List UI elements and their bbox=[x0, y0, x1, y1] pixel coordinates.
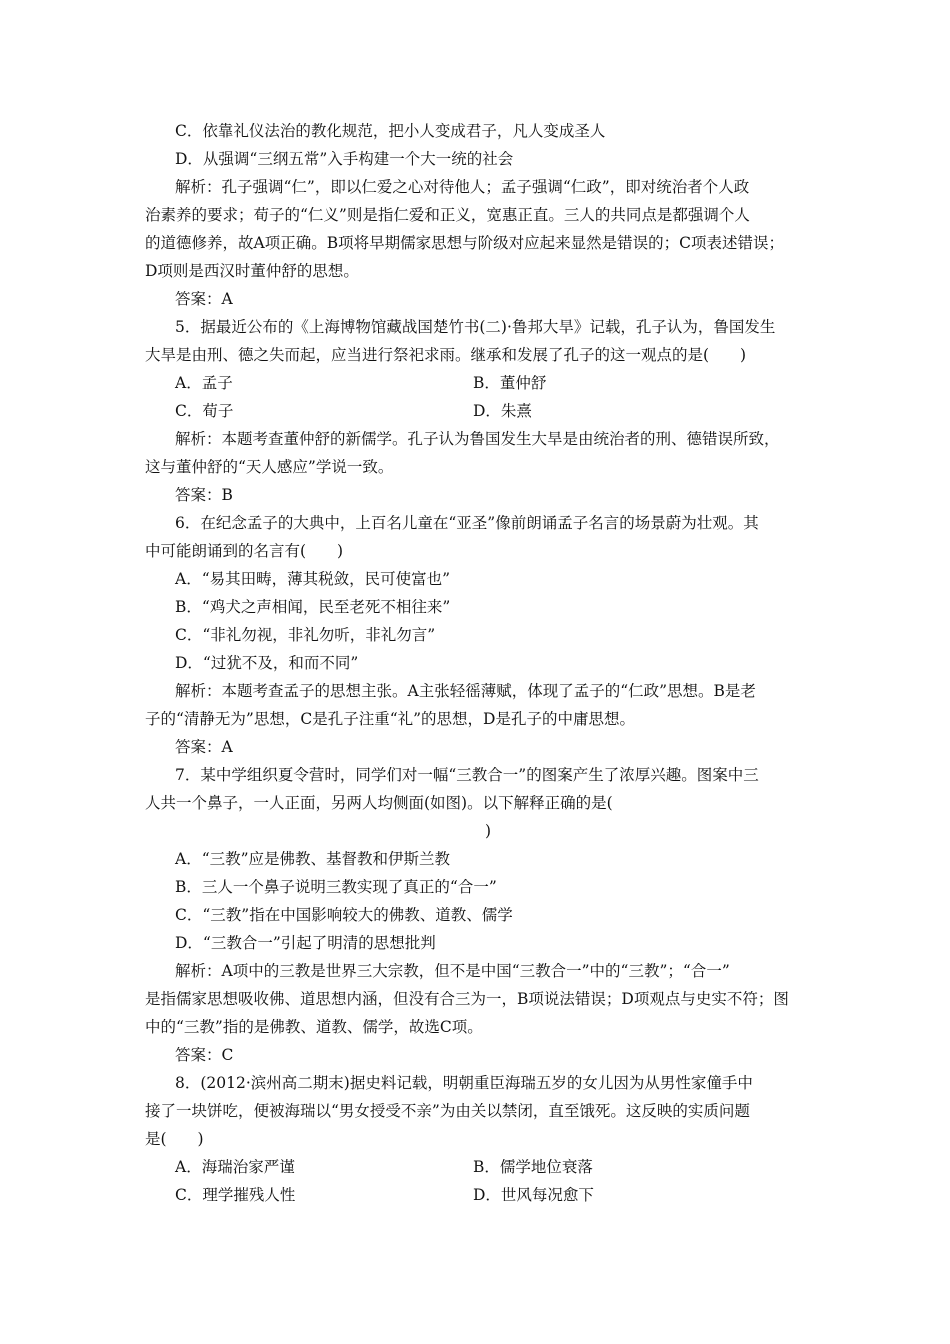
answer-line: 答案：B bbox=[175, 486, 233, 504]
option-d: D．朱熹 bbox=[473, 402, 532, 420]
question-line: 7．某中学组织夏令营时，同学们对一幅“三教合一”的图案产生了浓厚兴趣。图案中三 bbox=[175, 766, 759, 784]
answer-line: 答案：A bbox=[175, 290, 233, 308]
option-line: D．从强调“三纲五常”入手构建一个大一统的社会 bbox=[175, 150, 514, 168]
analysis-line: 解析：A项中的三教是世界三大宗教，但不是中国“三教合一”中的“三教”；“合一” bbox=[175, 962, 730, 980]
analysis-line: 是指儒家思想吸收佛、道思想内涵，但没有合三为一，B项说法错误；D项观点与史实不符；图 bbox=[145, 990, 789, 1008]
analysis-line: 解析：本题考查董仲舒的新儒学。孔子认为鲁国发生大旱是由统治者的刑、德错误所致， bbox=[175, 430, 780, 448]
option-d: D．“三教合一”引起了明清的思想批判 bbox=[175, 934, 436, 952]
question-line: 6．在纪念孟子的大典中，上百名儿童在“亚圣”像前朗诵孟子名言的场景蔚为壮观。其 bbox=[175, 514, 759, 532]
option-a: A．孟子 bbox=[175, 374, 233, 392]
option-b: B．“鸡犬之声相闻，民至老死不相往来” bbox=[175, 598, 451, 616]
analysis-line: 的道德修养，故A项正确。B项将早期儒家思想与阶级对应起来显然是错误的；C项表述错误； bbox=[145, 234, 784, 252]
option-c: C．“三教”指在中国影响较大的佛教、道教、儒学 bbox=[175, 906, 513, 924]
option-c: C．理学摧残人性 bbox=[175, 1186, 296, 1204]
question-line: 8．(2012·滨州高二期末)据史料记载，明朝重臣海瑞五岁的女儿因为从男性家僮手中 bbox=[175, 1074, 753, 1092]
question-line: 大旱是由刑、德之失而起，应当进行祭祀求雨。继承和发展了孔子的这一观点的是( ) bbox=[145, 346, 747, 364]
option-b: B．儒学地位衰落 bbox=[473, 1158, 593, 1176]
question-line: 5．据最近公布的《上海博物馆藏战国楚竹书(二)·鲁邦大旱》记载，孔子认为，鲁国发生 bbox=[175, 318, 776, 336]
analysis-line: 解析：孔子强调“仁”，即以仁爱之心对待他人；孟子强调“仁政”，即对统治者个人政 bbox=[175, 178, 750, 196]
analysis-line: 治素养的要求；荀子的“仁义”则是指仁爱和正义，宽惠正直。三人的共同点是都强调个人 bbox=[145, 206, 750, 224]
option-line: C．依靠礼仪法治的教化规范，把小人变成君子，凡人变成圣人 bbox=[175, 122, 606, 140]
question-line: ) bbox=[485, 822, 492, 840]
option-b: B．三人一个鼻子说明三教实现了真正的“合一” bbox=[175, 878, 497, 896]
answer-line: 答案：C bbox=[175, 1046, 234, 1064]
analysis-line: 解析：本题考查孟子的思想主张。A主张轻徭薄赋，体现了孟子的“仁政”思想。B是老 bbox=[175, 682, 756, 700]
option-a: A．海瑞治家严谨 bbox=[175, 1158, 295, 1176]
option-d: D．世风每况愈下 bbox=[473, 1186, 594, 1204]
answer-line: 答案：A bbox=[175, 738, 233, 756]
option-a: A．“三教”应是佛教、基督教和伊斯兰教 bbox=[175, 850, 451, 868]
question-line: 接了一块饼吃，便被海瑞以“男女授受不亲”为由关以禁闭，直至饿死。这反映的实质问题 bbox=[145, 1102, 750, 1120]
analysis-line: 这与董仲舒的“天人感应”学说一致。 bbox=[145, 458, 394, 476]
option-b: B．董仲舒 bbox=[473, 374, 547, 392]
option-c: C．荀子 bbox=[175, 402, 234, 420]
option-a: A．“易其田畴，薄其税敛，民可使富也” bbox=[175, 570, 451, 588]
analysis-line: D项则是西汉时董仲舒的思想。 bbox=[145, 262, 359, 280]
question-line: 中可能朗诵到的名言有( ) bbox=[145, 542, 344, 560]
question-line: 是( ) bbox=[145, 1130, 204, 1148]
analysis-line: 中的“三教”指的是佛教、道教、儒学，故选C项。 bbox=[145, 1018, 483, 1036]
option-d: D．“过犹不及，和而不同” bbox=[175, 654, 359, 672]
question-line: 人共一个鼻子，一人正面，另两人均侧面(如图)。以下解释正确的是( bbox=[145, 794, 613, 812]
option-c: C．“非礼勿视，非礼勿听，非礼勿言” bbox=[175, 626, 436, 644]
analysis-line: 子的“清静无为”思想，C是孔子注重“礼”的思想，D是孔子的中庸思想。 bbox=[145, 710, 635, 728]
